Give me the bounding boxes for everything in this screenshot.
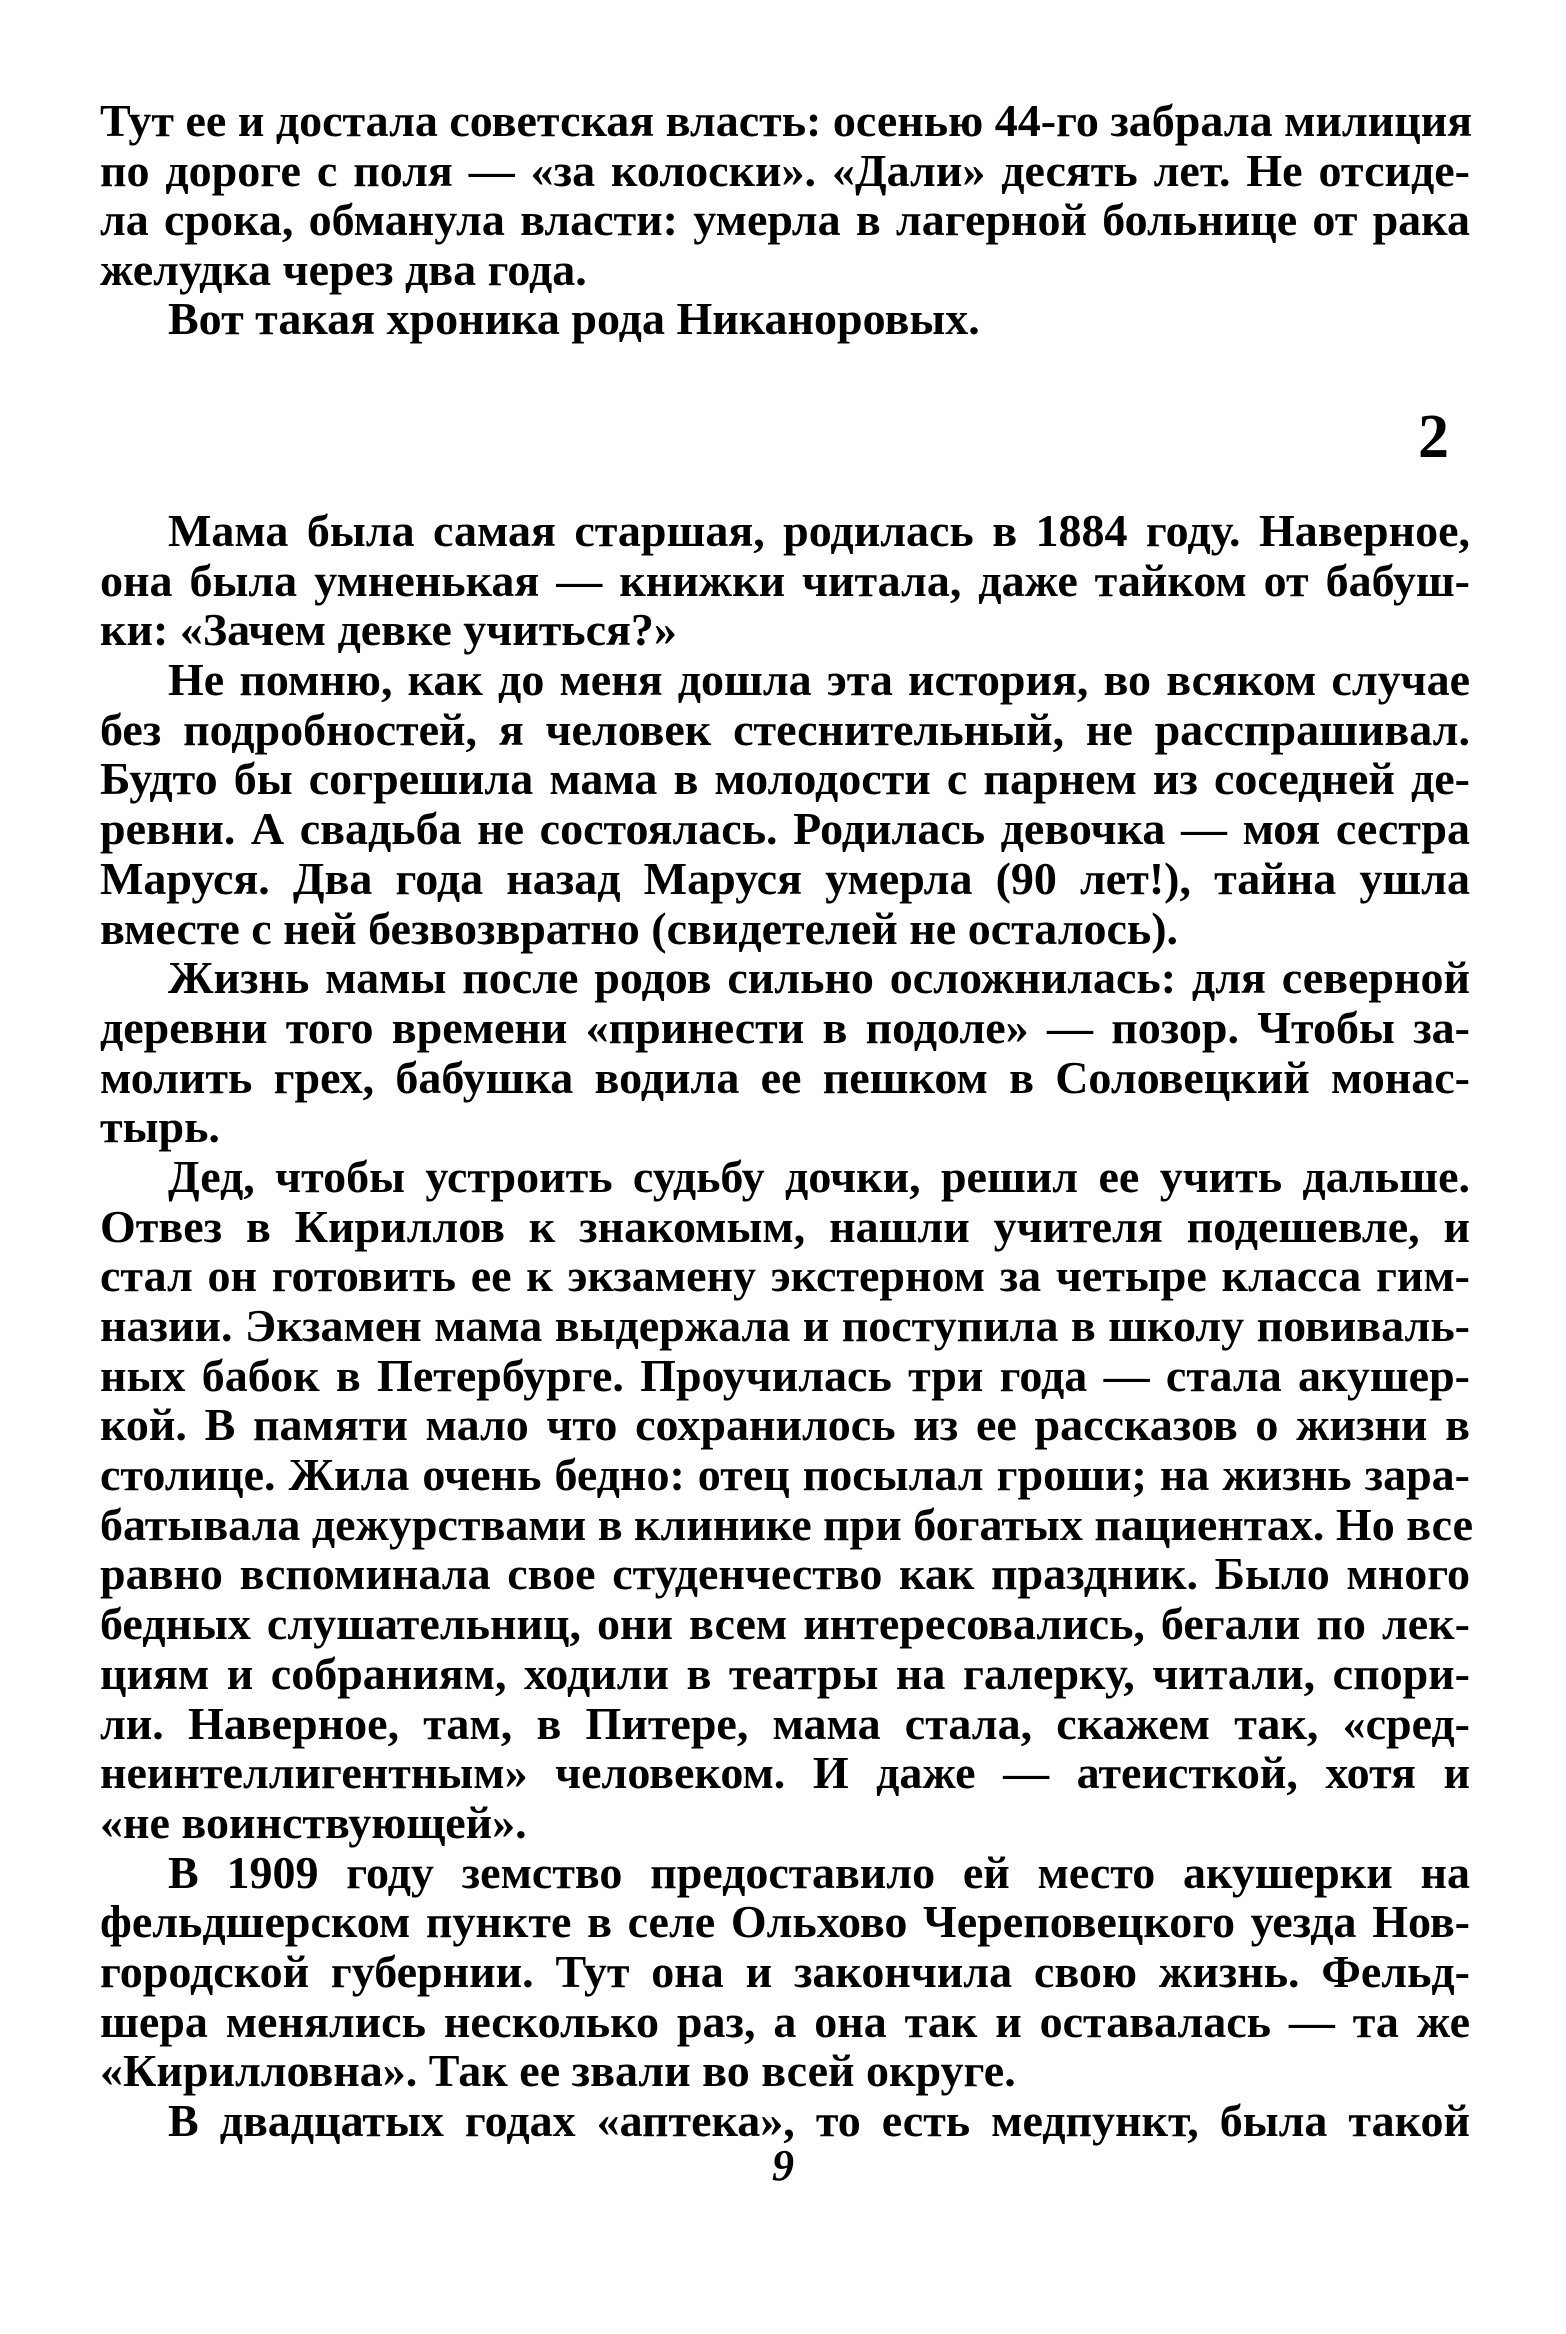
paragraph-line: батывала дежурствами в клинике при богатых пациентах. Но все [100, 1498, 1473, 1550]
paragraph-line: городской губернии. Тут она и закончила свою жизнь. Фельд- [100, 1945, 1470, 1997]
paragraph-line: назии. Экзамен мама выдержала и поступила в школу повиваль- [100, 1300, 1470, 1351]
page-number: 9 [772, 2141, 794, 2190]
chapter-number: 2 [1418, 403, 1449, 471]
paragraph-line: ревни. А свадьба не состоялась. Родилась девочка — моя сестра [100, 803, 1470, 855]
paragraph-line: стал он готовить ее к экзамену экстерном за четыре класса гим- [100, 1250, 1470, 1302]
paragraph-line: бедных слушательниц, они всем интересовались, бегали по лек- [100, 1598, 1470, 1650]
previous-chapter-ending [100, 95, 1473, 345]
paragraph-line: Будто бы согрешила мама в молодости с парнем из соседней де- [100, 753, 1470, 805]
paragraph-line: ки: «Зачем девке учиться?» [100, 604, 677, 656]
paragraph-line: ли. Наверное, там, в Питере, мама стала, скажем так, «сред- [100, 1697, 1470, 1749]
paragraph-line: фельдшерском пункте в селе Ольхово Череповецкого уезда Нов- [100, 1896, 1470, 1948]
paragraph-line: столице. Жила очень бедно: отец посылал гроши; на жизнь зара- [100, 1449, 1470, 1501]
text-line: ла срока, обманула власти: умерла в лагерной больнице от рака [100, 194, 1470, 246]
text-line: Тут ее и достала советская власть: осенью 44-го забрала милиция [100, 95, 1473, 146]
paragraph-line: ных бабок в Петербурге. Проучилась три года — стала акушер- [100, 1349, 1470, 1401]
paragraph-line: Дед, чтобы устроить судьбу дочки, решил ее учить дальше. [168, 1150, 1470, 1202]
paragraph-line: деревни того времени «принести в подоле» — позор. Чтобы за- [100, 1001, 1470, 1053]
paragraph-line: циям и собраниям, ходили в театры на галерку, читали, спори- [100, 1647, 1470, 1699]
paragraph-line: Мама была самая старшая, родилась в 1884 году. Наверное, [168, 505, 1470, 556]
paragraph-line: В 1909 году земство предоставило ей место акушерки на [168, 1846, 1470, 1898]
paragraph-line: Маруся. Два года назад Маруся умерла (90 лет!), тайна ушла [100, 852, 1470, 904]
paragraph-line: «Кирилловна». Так ее звали во всей округе. [100, 2045, 1016, 2097]
paragraph-line: без подробностей, я человек стеснительный, не расспрашивал. [100, 703, 1470, 755]
paragraph-line: вместе с ней безвозвратно (свидетелей не осталось). [100, 902, 1179, 954]
paragraph-line: она была умненькая — книжки читала, даже тайком от бабуш- [100, 554, 1470, 606]
paragraph-line: равно вспоминала свое студенчество как праздник. Было много [100, 1548, 1470, 1600]
paragraph-line: тырь. [100, 1101, 220, 1153]
paragraph-line: молить грех, бабушка водила ее пешком в Соловецкий монас- [100, 1051, 1470, 1103]
paragraph-line: Отвез в Кириллов к знакомым, нашли учителя подешевле, и [100, 1200, 1470, 1252]
paragraph-line: Жизнь мамы после родов сильно осложнилась: для северной [168, 952, 1470, 1004]
paragraph-line: неинтеллигентным» человеком. И даже — атеисткой, хотя и [100, 1747, 1470, 1799]
text-line: по дороге с поля — «за колоски». «Дали» десять лет. Не отсиде- [100, 144, 1470, 196]
paragraph-line: шера менялись несколько раз, а она так и оставалась — та же [100, 1995, 1470, 2047]
paragraph-line: В двадцатых годах «аптека», то есть медпункт, была такой [168, 2095, 1470, 2146]
paragraph-line: «не воинствующей». [100, 1796, 527, 1848]
paragraph-line: Не помню, как до меня дошла эта история, во всяком случае [168, 654, 1470, 706]
text-line: желудка через два года. [100, 243, 587, 295]
closing-line: Вот такая хроника рода Никаноровых. [168, 293, 980, 345]
paragraph-line: кой. В памяти мало что сохранилось из ее рассказов о жизни в [100, 1399, 1470, 1451]
chapter-body [100, 505, 1473, 2146]
